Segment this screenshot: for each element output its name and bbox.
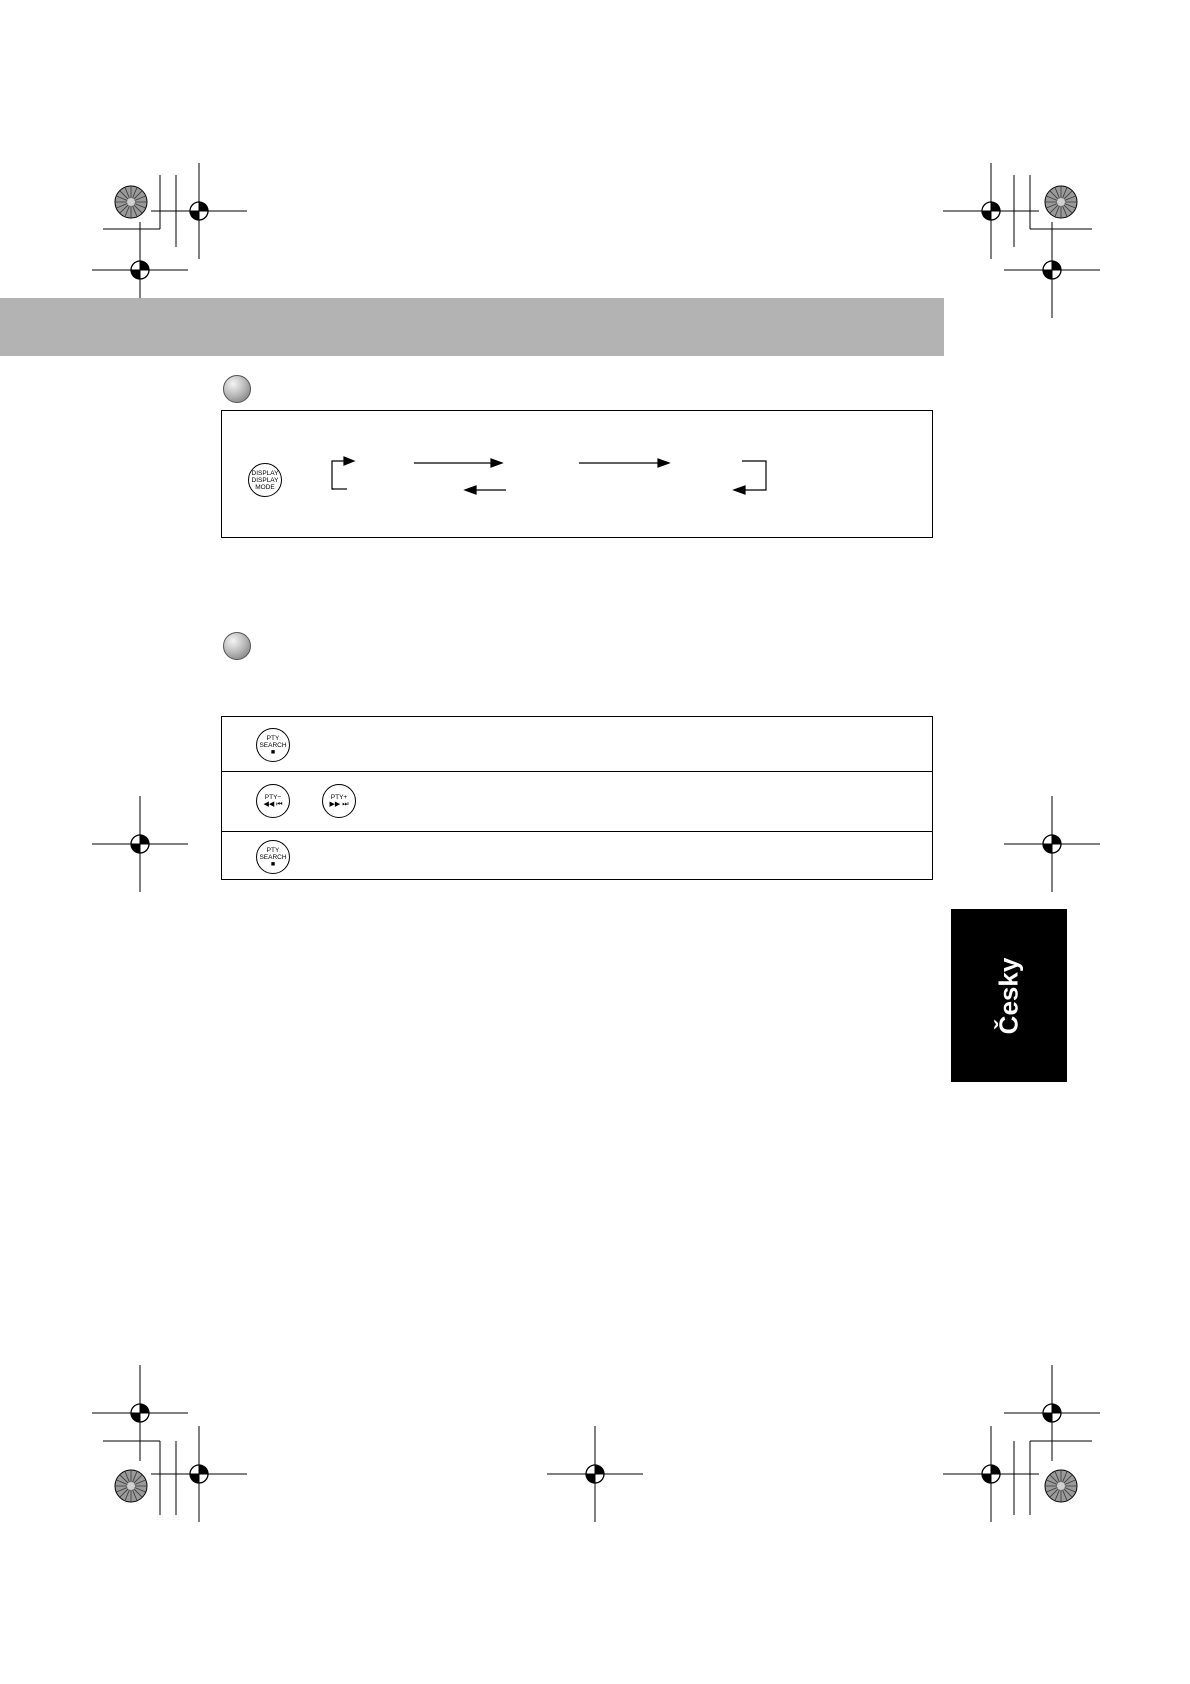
color-wheel-icon <box>1045 1470 1077 1502</box>
registration-mark-icon <box>943 1426 1039 1522</box>
table-divider <box>222 831 932 832</box>
registration-mark-icon <box>943 163 1039 259</box>
button-text: PTY+ <box>330 794 348 801</box>
button-text: MODE <box>255 483 275 491</box>
button-text: SEARCH <box>259 853 287 861</box>
button-text: PTY <box>266 846 280 854</box>
language-tab <box>951 909 1067 1082</box>
table-divider <box>222 771 932 772</box>
registration-mark-icon <box>92 796 188 892</box>
color-wheel-icon <box>1045 186 1077 218</box>
pty-plus-button <box>322 784 356 818</box>
registration-mark-icon <box>1004 796 1100 892</box>
color-wheel-icon <box>115 1470 147 1502</box>
pty-search-button <box>256 840 290 874</box>
registration-mark-icon <box>1004 1365 1100 1461</box>
registration-mark-icon <box>151 163 247 259</box>
arrow-right-icon <box>491 459 502 467</box>
registration-mark-icon <box>547 1426 643 1522</box>
registration-mark-icon <box>1004 222 1100 318</box>
arrow-left-icon <box>465 486 476 494</box>
registration-mark-icon <box>92 1365 188 1461</box>
rewind-icon: ◀◀ ⏮ <box>263 801 283 808</box>
pty-table <box>221 716 933 880</box>
fast-forward-icon: ▶▶ ⏭ <box>329 801 349 808</box>
display-cycle-arrows <box>222 411 934 539</box>
stop-icon: ■ <box>270 860 276 868</box>
color-wheel-icon <box>115 186 147 218</box>
language-label: Česky <box>993 957 1024 1034</box>
button-text: DISPLAY <box>251 476 279 484</box>
pty-search-button <box>256 728 290 762</box>
arrow-right-icon <box>344 457 354 465</box>
stop-icon: ■ <box>270 748 276 756</box>
registration-mark-icon <box>151 1426 247 1522</box>
section-bullet-icon <box>223 632 251 660</box>
display-mode-box <box>221 410 933 538</box>
button-text: PTY <box>266 734 280 742</box>
section-bullet-icon <box>223 375 251 403</box>
pty-minus-button <box>256 784 290 818</box>
button-text: PTY− <box>264 794 282 801</box>
button-text: SEARCH <box>259 741 287 749</box>
arrow-left-icon <box>734 486 745 494</box>
button-text: DISPLAY <box>251 469 279 477</box>
header-band <box>0 298 944 356</box>
arrow-right-icon <box>658 459 669 467</box>
